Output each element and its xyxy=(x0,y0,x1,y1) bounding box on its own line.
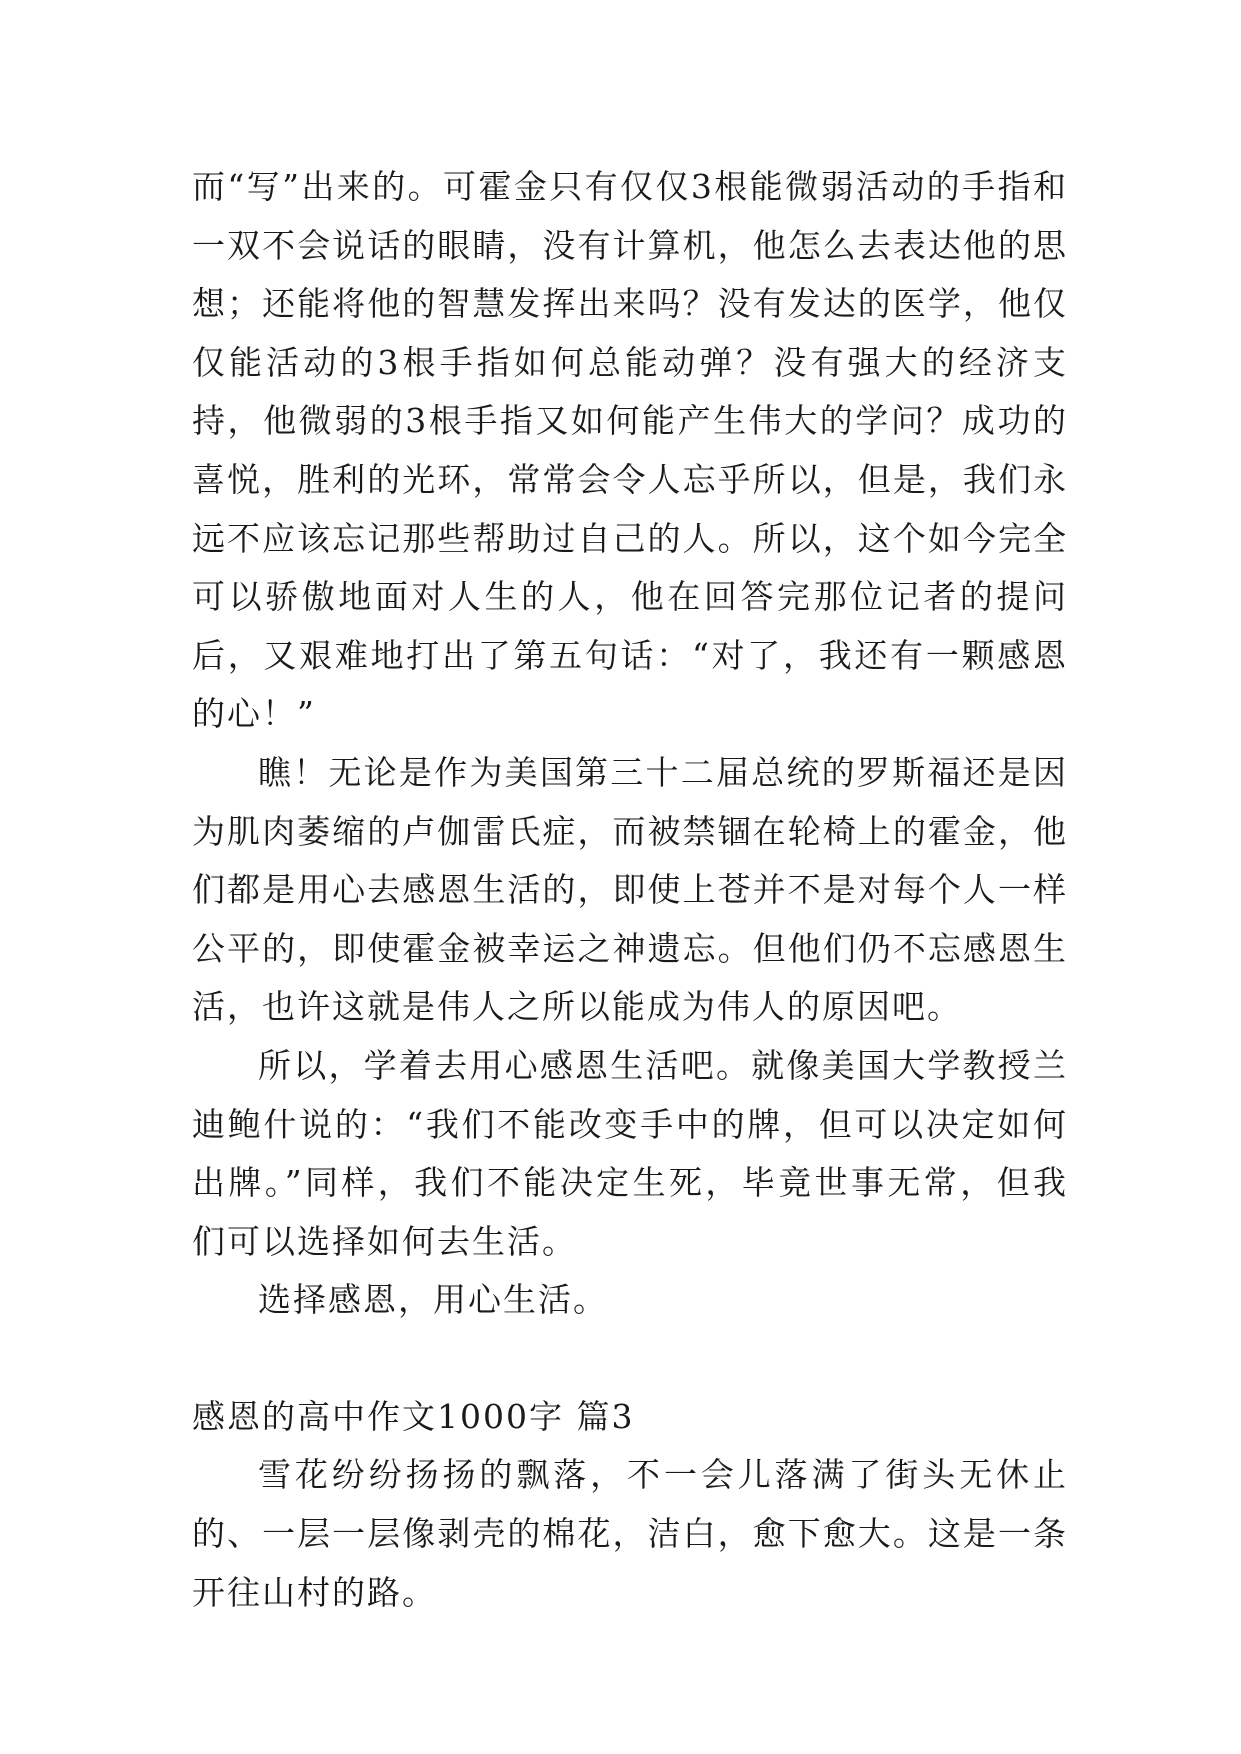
paragraph-conclusion: 选择感恩，用心生活。 xyxy=(258,1280,608,1320)
paragraph-randy-pausch: 所以，学着去用心感恩生活吧。就像美国大学教授兰迪鲍什说的：“我们不能改变手中的牌，但可以决定如何出牌。”同样，我们不能决定生死，毕竟世事无常，但我们可以选择如何去生活。 xyxy=(192,1045,1068,1261)
document-body xyxy=(192,158,1068,1622)
section-heading: 感恩的高中作文1000字 篇3 xyxy=(192,1396,635,1436)
paragraph-snow: 雪花纷纷扬扬的飘落，不一会儿落满了街头无休止的、一层一层像剥壳的棉花，洁白，愈下愈大。这是一条开往山村的路。 xyxy=(192,1455,1068,1612)
paragraph-roosevelt-hawking: 瞧！无论是作为美国第三十二届总统的罗斯福还是因为肌肉萎缩的卢伽雷氏症，而被禁锢在轮椅上的霍金，他们都是用心去感恩生活的，即使上苍并不是对每个人一样公平的，即使霍金被幸运之神遗忘。但他们仍不忘感恩生活，也许这就是伟人之所以能成为伟人的原因吧。 xyxy=(192,752,1068,1027)
paragraph-continuation: 而“写”出来的。可霍金只有仅仅3根能微弱活动的手指和一双不会说话的眼睛，没有计算机，他怎么去表达他的思想；还能将他的智慧发挥出来吗？没有发达的医学，他仅仅能活动的3根手指如何总能动弹？没有强大的经济支持，他微弱的3根手指又如何能产生伟大的学问？成功的喜悦，胜利的光环，常常会令人忘乎所以，但是，我们永远不应该忘记那些帮助过自己的人。所以，这个如今完全可以骄傲地面对人生的人，他在回答完那位记者的提问后，又艰难地打出了第五句话：“对了，我还有一颗感恩的心！” xyxy=(192,167,1068,734)
